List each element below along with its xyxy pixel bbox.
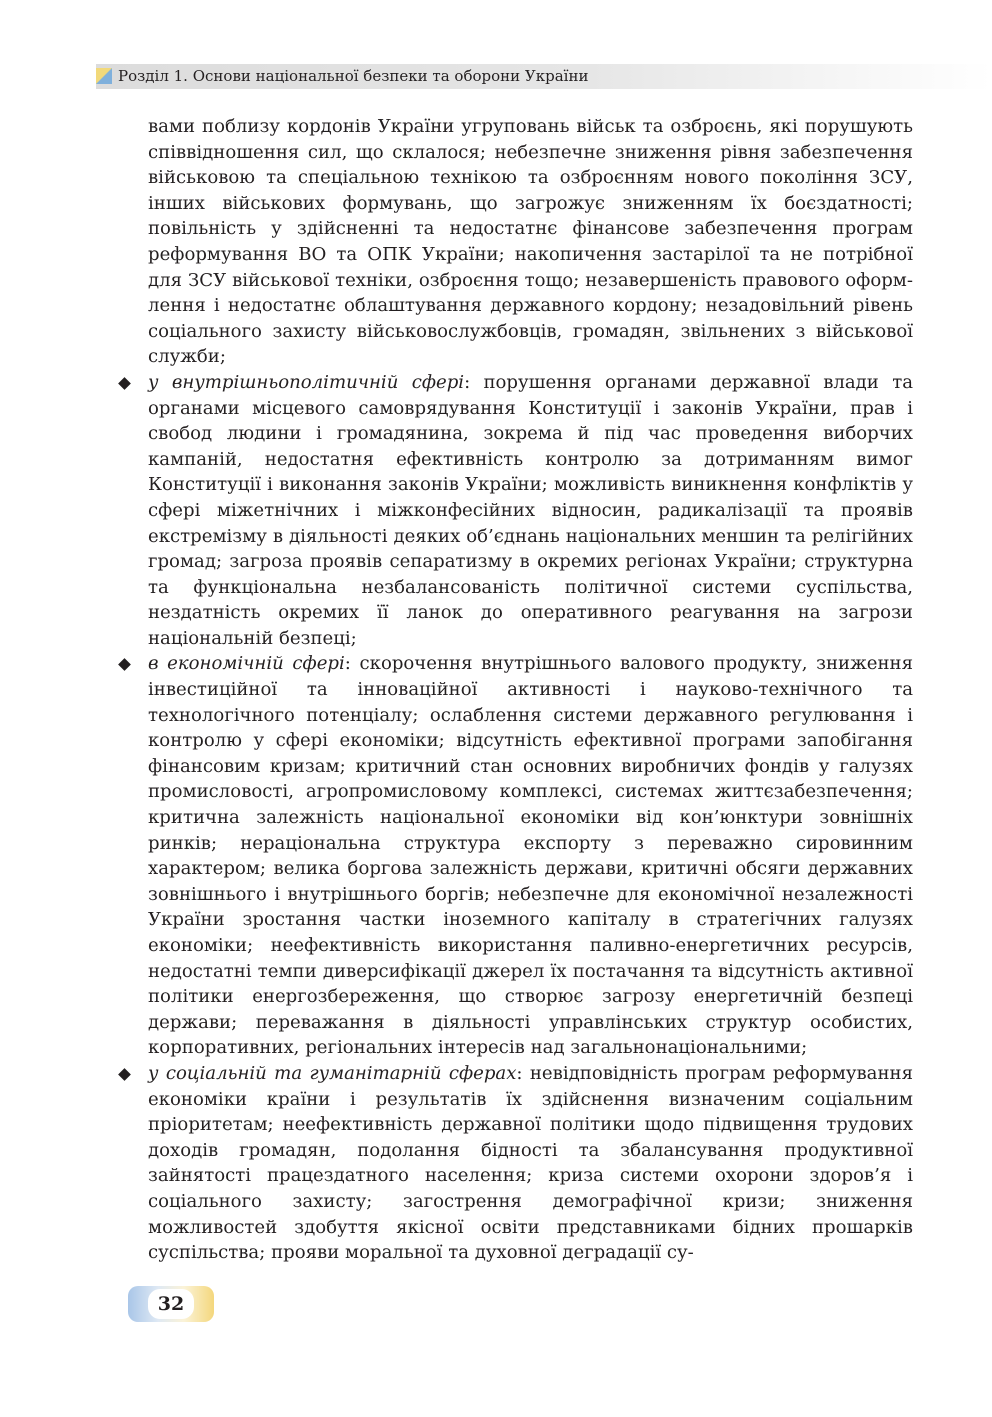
page-number: 32 bbox=[157, 1293, 185, 1315]
diamond-bullet-icon bbox=[118, 1068, 131, 1081]
header-corner-icon bbox=[96, 68, 112, 84]
intro-paragraph: вами поблизу кордонів України угруповань військ та озброєнь, які порушують співвідношення сил, що склалося; небезпечне зниження рівня забезпечення військовою та спеціальною технікою та озброєнням нового покоління ЗСУ, інших військових формувань, що загрожує зниженням їх боєздатності; повільність у здійсненні та недостатнє фінансове забезпечення програм реформування ВО та ОПК України; накопичення застарілої та не потрібної для ЗСУ військової техніки, озброєння тощо; незавершеність правового оформ-лення і недостатнє облаштування державного кордону; незадовільний рівень соціального захисту військовослужбовців, громадян, звільнених з військової служби; bbox=[148, 116, 913, 368]
bullet-term: у внутрішньополітичній сфері bbox=[148, 371, 465, 393]
running-header-title: Розділ 1. Основи національної безпеки та оборони України bbox=[118, 67, 589, 85]
bullet-item-domestic-policy bbox=[118, 370, 913, 652]
running-header bbox=[96, 64, 992, 89]
diamond-bullet-icon bbox=[118, 377, 131, 390]
page-number-badge bbox=[128, 1286, 214, 1322]
bullet-text: : невідповідність програм реформування економіки країни і результатів їх здійснення визначеним соціальним пріоритетам; неефективність державної політики щодо підвищення трудових доходів громадян, подолання бідності та збалансування продуктивної зайнятості працездатного населення; криза системи охорони здоров’я і соціального захисту; загострення демографічної кризи; зниження можливостей здобуття якісної освіти представниками бідних прошарків суспільства; прояви моральної та духовної деградації су- bbox=[148, 1062, 913, 1264]
diamond-bullet-icon bbox=[118, 659, 131, 672]
bullet-text: : скорочення внутрішнього валового продукту, зниження інвестиційної та інноваційної активності і науково-технічного та технологічного потенціалу; ослаблення системи державного регулювання і контролю у сфері економіки; відсутність ефективної програми запобігання фінансовим кризам; критичний стан основних виробничих фондів у галузях промисловості, агропромисловому комплексі, системах життєзабезпечення; критична залежність національної економіки від кон’юнктури зовнішніх ринків; нераціональна структура експорту з переважно сировинним характером; велика боргова залежність держави, критичні обсяги державних зовнішнього і внутрішнього боргів; небезпечне для економічної незалежності України зростання частки іноземного капіталу в стратегічних галузях економіки; неефективність використання паливно-енергетичних ресурсів, недостатні темпи диверсифікації джерел їх постачання та відсутність активної політики енергозбереження, що створює загрозу енергетичній безпеці держави; переважання в діяльності управлінських структур особистих, корпоративних, регіональних інтересів над загальнонаціональними; bbox=[148, 653, 913, 1059]
bullet-item-social-humanitarian bbox=[118, 1061, 913, 1266]
bullet-item-economic bbox=[118, 651, 913, 1061]
bullet-text: : порушення органами державної влади та органами місцевого самоврядування Конституції і законів України, прав і свобод людини і громадянина, зокрема й під час проведення виборчих кампаній, недостатня ефективність контролю за дотриманням вимог Конституції і виконання законів України; можливість виникнення конфліктів у сфері міжетнічних і міжконфесійних відносин, радикалізації та проявів екстремізму в діяльності деяких об’єднань національних меншин та релігійних громад; загроза проявів сепаратизму в окремих регіонах України; структурна та функціональна незбалансованість політичної системи суспільства, нездатність окремих її ланок до оперативного реагування на загрози національній безпеці; bbox=[148, 371, 913, 649]
page-body bbox=[118, 114, 913, 1266]
bullet-term: в економічній сфері bbox=[148, 653, 345, 675]
bullet-term: у соціальній та гуманітарній сферах bbox=[148, 1062, 517, 1084]
